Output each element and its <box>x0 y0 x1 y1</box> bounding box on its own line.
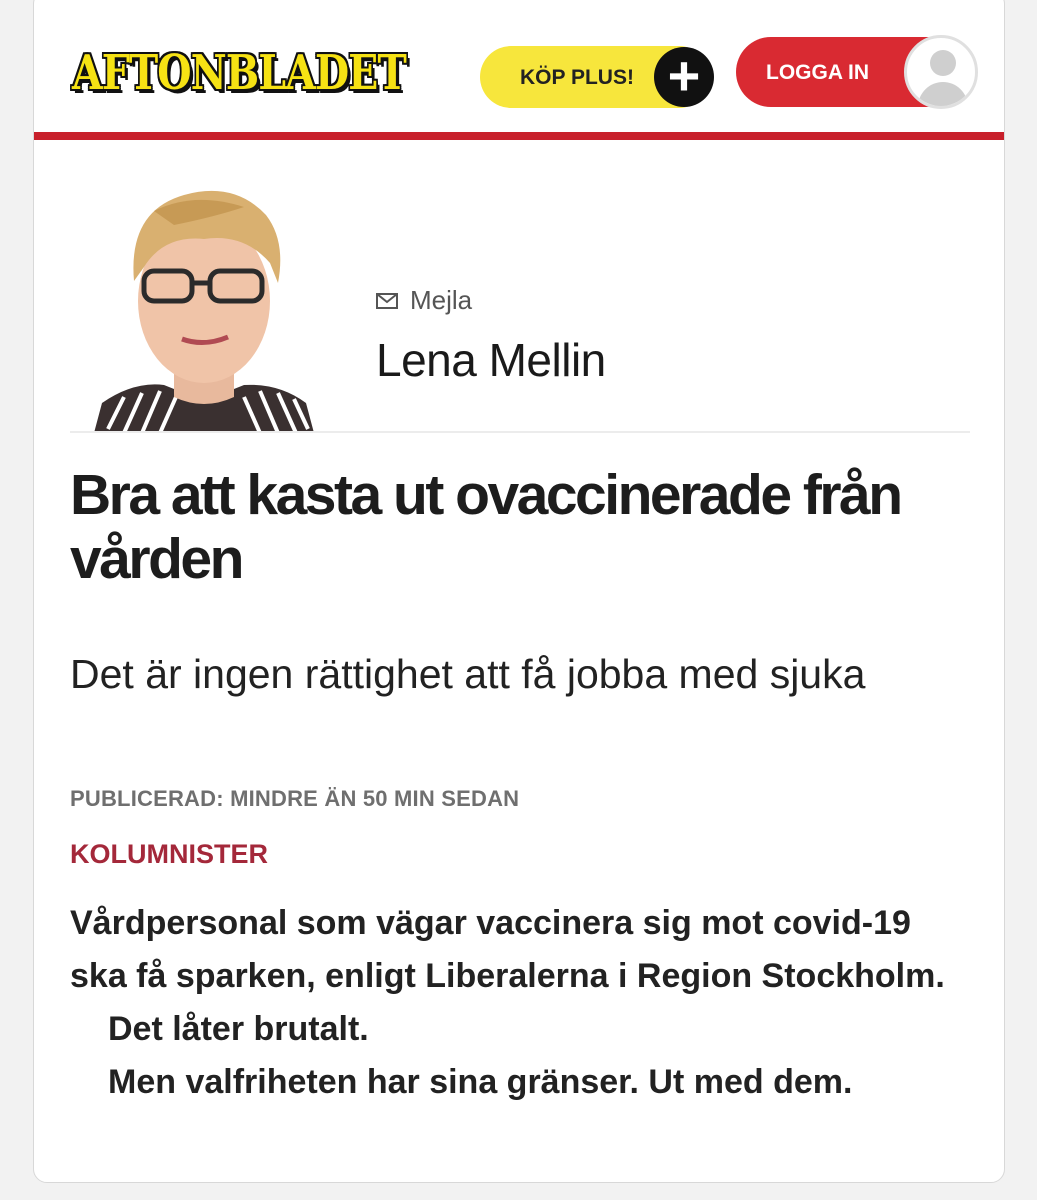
body-paragraph: Vårdpersonal som vägar vaccinera sig mot covid-19 ska få sparken, enligt Liberalerna i Region Stockholm. <box>70 904 945 995</box>
header-divider <box>34 132 1004 140</box>
buy-plus-label: KÖP PLUS! <box>520 66 634 89</box>
user-avatar-icon <box>904 35 978 109</box>
plus-icon: + <box>654 47 714 107</box>
email-label: Mejla <box>410 285 473 315</box>
body-paragraph: Det låter brutalt. <box>108 1010 369 1048</box>
site-logo[interactable]: AFTONBLADET <box>72 45 406 101</box>
category-link[interactable]: KOLUMNISTER <box>70 839 268 869</box>
author-name[interactable]: Lena Mellin <box>376 334 606 386</box>
article-headline: Bra att kasta ut ovaccinerade från vården <box>70 463 901 591</box>
article-card <box>33 0 1005 1183</box>
author-photo <box>94 171 314 433</box>
article-body <box>70 897 970 1109</box>
site-header <box>34 0 1004 143</box>
body-paragraph: Men valfriheten har sina gränser. Ut med dem. <box>108 1063 853 1101</box>
publish-timestamp: PUBLICERAD: MINDRE ÄN 50 MIN SEDAN <box>70 786 520 811</box>
author-divider <box>70 431 970 433</box>
buy-plus-button[interactable] <box>480 46 710 108</box>
envelope-icon <box>376 293 398 309</box>
login-button[interactable] <box>736 37 974 107</box>
email-author-link[interactable] <box>376 285 472 316</box>
login-label: LOGGA IN <box>766 61 870 84</box>
article-subheadline: Det är ingen rättighet att få jobba med sjuka <box>70 651 866 697</box>
